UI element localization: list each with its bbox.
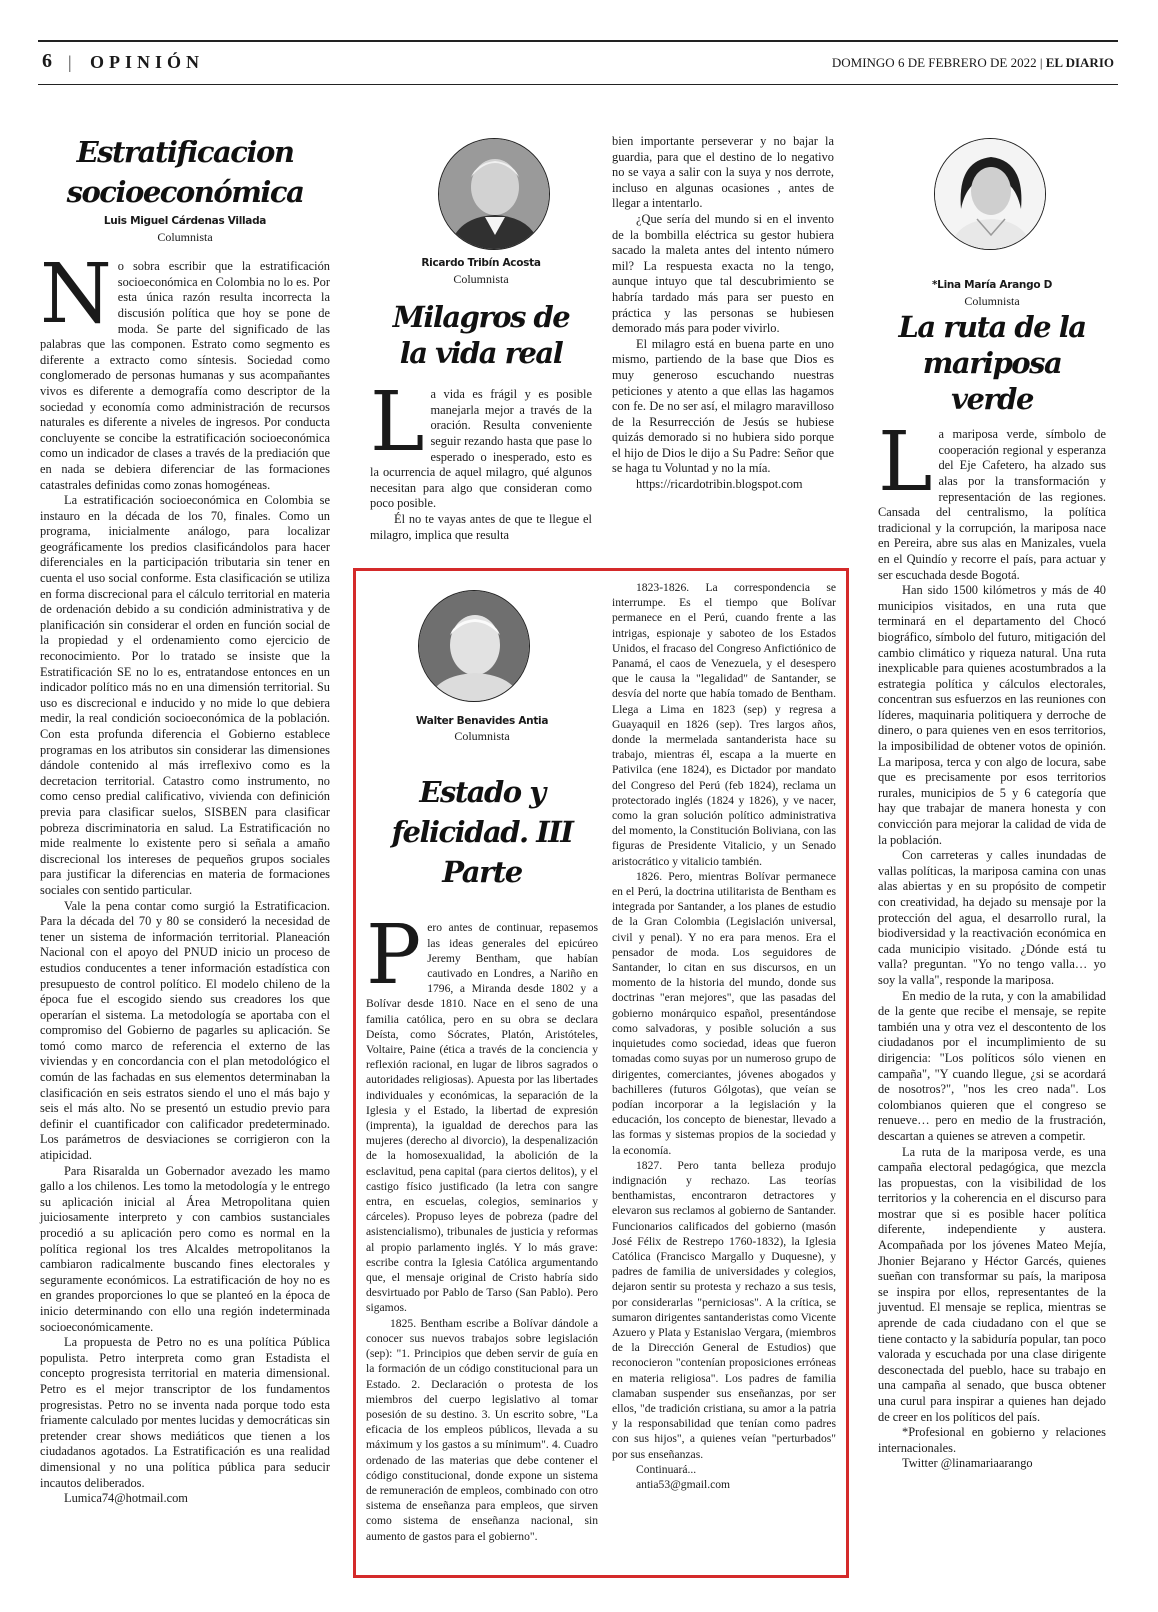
author-role: Columnista (964, 293, 1020, 308)
article-title: La ruta de la mariposa verde (898, 310, 1086, 417)
drop-cap: L (878, 415, 933, 511)
blog-link[interactable]: https://ricardotribin.blogspot.com (636, 477, 803, 492)
article-paragraph: Para Risaralda un Gobernador avezado les mamo gallo a los chilenos. Les tomo la metodología y le entrego su aplicación inicial al Área Metropolitana quien juiciosamente interpreto y con cambios sustanciales procedió a su aplicación pero como es normal en la política regional los tres Alcaldes metropolitanos la cambiaron radicalmente buscando fines electorales y seguramente económicos. La estratificación de hoy no es en grandes proporciones lo que se planteó en la época de inicio determinando con ello una región indeterminada socioeconómicamente. (40, 1163, 330, 1334)
man-portrait-icon (438, 138, 550, 250)
article-paragraph: 1827. Pero tanta belleza produjo indignación y rechazo. Las teorías benthamistas, encontraron detractores y elevaron sus reclamos al gobierno de Santander. Funcionarios calificados del gobierno (masón José Félix de Restrepo 1760-1832), la Iglesia Católica (Francisco Margallo y Duquesne), y padres de familia de universidades y colegios, dejaron sentir su protesta y rechazo a sus tesis, por considerarlas "perniciosas". A la crítica, se sumaron dirigentes santanderistas como Vicente Azuero y Plata y Estanislao Vergara, (miembros de la Dirección General de Estudios) que reconocieron "contenían proposiciones erróneas en materia religiosa". Los padres de familia clamaban suspender sus enseñanzas, por ser ellos, "de tradición cristiana, su amor a la patria y la responsabilidad que tenían como padres con sus hijos", a quienes veían "perturbados" por sus enseñanzas. (612, 1158, 836, 1461)
man-portrait-icon (418, 590, 530, 702)
article-paragraph: Él no te vayas antes de que te llegue el milagro, implica que resulta (370, 511, 592, 542)
article-paragraph: Vale la pena contar como surgió la Estratificacion. Para la década del 70 y 80 se consideró la necesidad de tener un sistema de información territorial. Planeación Nacional con el apoyo del PNUD inicio un proceso de estudios conducentes a tener información estadística con presupuesto de control político. El modelo chileno de la época fue el escogido siendo sus creadores los que operarían el sistema. La metodología se aportaba con el compromiso del Gobierno de pagarles su aplicación. Se tomó como marco de referencia el externo de las viviendas y en concordancia con el plan metodológico el común de las fachadas en sus elementos determinaban la clasificación en seis estratos siendo el uno el más bajo y seis el más alto. No se presentó un estudio previo para definir el cuantificador con calificador predeterminado. Los parámetros de desviaciones se corrigieron con la atipicidad. (40, 898, 330, 1163)
author-bio: *Profesional en gobierno y relaciones internacionales. (878, 1425, 1106, 1455)
author-role: Columnista (454, 729, 510, 744)
author-role: Columnista (453, 271, 509, 286)
date-text: DOMINGO 6 DE FEBRERO DE 2022 | (831, 55, 1043, 70)
author-name: Walter Benavides Antia (415, 715, 549, 727)
author-email: antia53@gmail.com (636, 1477, 731, 1491)
drop-cap: L (370, 375, 425, 471)
article-paragraph: La mariposa verde, símbolo de cooperación regional y esperanza del Eje Cafetero, ha alzado sus alas por la transformación y representación de las regiones. Cansada del centralismo, la política tradicional y la corrupción, la mariposa nace en Pereira, abre sus alas en Manizales, vuela en el Quindío y recorre el país, para actuar y ser escuchada desde Bogotá. (878, 415, 1106, 582)
article-milagros-continued (612, 134, 834, 493)
article-estratificacion (40, 132, 330, 1507)
author-name: Luis Miguel Cárdenas Villada (103, 215, 267, 227)
author-role: Columnista (157, 229, 213, 244)
author-email: Lumica74@hotmail.com (64, 1491, 188, 1506)
article-paragraph: La vida es frágil y es posible manejarla mejor a través de la oración. Resulta conveniente seguir rezando hasta que pase lo esperado o inesperado, esto es la ocurrencia de aquel milagro, qué algunos necesitan para algo que consideran como poco posible. (370, 375, 592, 511)
article-paragraph: La estratificación socioeconómica en Colombia se instauro en la década de los 70, finales. Como un programa, inicialmente análogo, para localizar geográficamente los predios clasificándolos para hacer diferenciales en la participación tributaria sin tener en cuenta el uso social conforme. Esta clasificación se utiliza en forma discrecional para el cálculo territorial en materia de ordenación debido a su condición administrativa y de planificación sin considerar el orden en función social de la propiedad y el ordenamiento como ejercicio de reconocimiento. Por lo tratado se insiste que la Estratificación SE no lo es, entratandose entonces en un indicador político más no en una dimensión territorial. Su uso es discrecional e inducido y no mide lo que debiera medir, la real condición socioeconómica de la población. Con esta profunda diferencia el Gobierno establece programas en los atributos sin considerar las dimensiones dándole contenido al más irreflexivo como es la decretacion territorial. Catastro como instrumento, no como censo predial calificativo, vivienda con definición previa para clasificar suelos, SISBEN para clasificar pobreza discriminatoria en salud. La Estratificación no mide realmente lo existente pero si señala a amaño discrecional los intereses de pequeños grupos sociales para justificar la diferencias en materia de formaciones sociales con sentido particular. (40, 493, 330, 897)
article-paragraph: Con carreteras y calles inundadas de vallas políticas, la mariposa camina con unas alas abiertas y en su propósito de competir con creatividad, ha dejado su mensaje por la protección del agua, el desarrollo rural, la biodiversidad y la reactivación económica en cada municipio visitado. ¿Dónde está tu valla? preguntan. "Yo no tengo valla… yo soy la valla", responde la mariposa. (878, 848, 1106, 987)
page-header (38, 50, 1118, 80)
dateline (832, 55, 1114, 71)
author-name: *Lina María Arango D (931, 279, 1052, 291)
article-title: Estratificacion socioeconómica (66, 135, 304, 209)
article-paragraph: En medio de la ruta, y con la amabilidad de la gente que recibe el mensaje, se repite también una y otra vez el descontento de los ciudadanos por el incumplimiento de su dirigencia: "Los políticos sólo vienen en campaña", "Y cuando llegue, ¿si se acordará de nosotros?", "nos les creo nada". Los colombianos quieren que el congreso se renueve… pero en medio de la frustración, descartan a quienes se atreven a competir. (878, 988, 1106, 1143)
drop-cap: P (366, 908, 422, 1004)
article-mariposa (878, 278, 1106, 1472)
article-title: Milagros de la vida real (392, 300, 570, 371)
continued-note: Continuará... (636, 1462, 697, 1476)
article-paragraph: La propuesta de Petro no es una política Pública populista. Petro interpreta como gran Estadista el concepto progresista territorial en materia dimensional. Petro es el mejor transcriptor de los fundamentos progresistas. Petro no se inventa nada porque todo esta friamente calculado por mentes lucidas y democráticas sin pretender crear shows mediáticos que tienen a los ciudadanos agotados. La Estratificación es una realidad dimensional y no una política pública para seducir incautos deliberados. (40, 1335, 330, 1490)
article-estado-felicidad (366, 714, 598, 1544)
header-separator: | (68, 52, 72, 72)
article-paragraph: El milagro está en buena parte en uno mismo, partiendo de la base que Dios es muy generoso escuchando nuestras peticiones y atento a que ellas las hagamos con fe. De no ser así, el milagro maravilloso de la Resurrección de Jesús se hubiese quizás demorado si no hubiera sido porque el hijo de Dios le dijo a Su Padre: Señor que se haga tu Voluntad y no la mía. (612, 336, 834, 476)
author-twitter[interactable]: Twitter @linamariaarango (902, 1456, 1033, 1471)
article-paragraph: 1823-1826. La correspondencia se interrumpe. Es el tiempo que Bolívar permanece en el Perú, cuando frente a las intrigas, espionaje y saboteo de los Estados Unidos, el fracaso del Congreso Anfictiónico de Panamá, el caos de Venezuela, y el desespero que le causa la "legalidad" de Santander, se desvía del norte que había tomado de Bentham. Llega a Lima en 1823 (sep) y regresa a Guayaquil en 1826 (sep). Tres largos años, donde la mermelada santanderista hace su trabajo, mientras él, escapa a la muerte en Pativilca (ene 1824), es Dictador por mandato del Congreso del Perú (feb 1824), reclama un protectorado inglés (1824 y 1826), y ve nacer, como la gran solución político administrativa del momento, la Constitución Boliviana, con las figuras de Presidente Vitalicio, y un Senado aristocrático y vitalicio también. (612, 581, 836, 868)
article-paragraph: Pero antes de continuar, repasemos las ideas generales del epicúreo Jeremy Bentham, que habían cautivado en Londres, a Nariño en 1796, a Miranda desde 1802 y a Bolívar desde 1810. Nace en el seno de una familia católica, pero en su obra se declara Deísta, como Sócrates, Platón, Aristóteles, Voltaire, Paine (ética a través de la conciencia y reflexión racional, en lugar de libros sagrados o autoridades religiosas). Apuesta por las libertades individuales y económicas, la separación de la Iglesia y el Estado, la libertad de expresión (imprenta), la igualdad de derechos para las mujeres (derecho al divorcio), la despenalización de la homosexualidad, la abolición de la esclavitud, pena capital (para ciertos delitos), y el castigo físico justificado (la letra con sangre entra, en escuelas, colegios, seminarios y cárceles). Propuso leyes de pobreza (padre del asistencialismo), tribunales de justicia y reformas al propio parlamento inglés. Y lo más grave: escribe contra la Iglesia Católica argumentando que, el mensaje original de Cristo habría sido desvirtuado por Pablo de Tarso (San Pablo). Pero sigamos. (366, 908, 598, 1315)
article-paragraph: No sobra escribir que la estratificación socioeconómica en Colombia no lo es. Por esta única razón resulta incorrecta la discusión política que hoy se pone de moda. Se parte del significado de las palabras que las componen. Estrato como segmento es diferente a extracto como síntesis. Sociedad como conglomerado de personas humanas y sus acompañantes vivos es diferente a demografía como descriptor de la sociedad y economía como administración de recursos naturales es diferente a niveles de ingresos. Por conducta concluyente se concibe la estratificación socioeconómica como un indicador de clases a través de la prediación que en nada se debiera diferenciar de las formaciones catastrales definidas como zonas homogéneas. (40, 247, 330, 492)
article-paragraph: bien importante perseverar y no bajar la guardia, para que el destino de lo negativo no se vaya a salir con la suya y nos derrote, incluso en algunas ocasiones , antes de llegar a intentarlo. (612, 134, 834, 211)
article-paragraph: Han sido 1500 kilómetros y más de 40 municipios visitados, en una ruta que terminará en el departamento del Chocó biográfico, símbolo del futuro, mitigación del cambio climático y riqueza natural. Una ruta inexplicable para quienes acostumbrados a la estrategia política y cálculos electorales, concentran sus esfuerzos en las reuniones con líderes, maquinaria politiquera y derroche de dinero, o para quienes ven en esos territorios, la imposibilidad de obtener votos de opinión. La mariposa, terca y con algo de locura, sabe que es precisamente por esos territorios rurales, municipios de 5 y 6 categoría que hay que trabajar de manera honesta y con convicción para mejorar la calidad de vida de la población. (878, 583, 1106, 847)
paper-name: EL DIARIO (1045, 55, 1114, 70)
drop-cap: N (40, 247, 112, 343)
page-number: 6 (42, 50, 52, 72)
article-paragraph: La ruta de la mariposa verde, es una campaña electoral pedagógica, que mezcla las propuestas, con la visibilidad de los territorios y la coherencia en el discurso para mostrar que si es posible hacer política diferente, independiente y austera. Acompañada por los jóvenes Mateo Mejía, Jhonier Bejarano y Héctor Garcés, quienes sueñan con transformar su país, la mariposa se inspira por ellos, representantes de la juventud. El mensaje se replica, mientras se aprende de cada ciudadano con el que se tiene contacto y la sabiduría popular, tan poco valorada y escuchada por una clase dirigente desconectada del pueblo, hace su trabajo en una campaña al senado, que busca obtener una curul para inspirar a quienes han dejado de creer en los políticos del país. (878, 1144, 1106, 1424)
author-name: Ricardo Tribín Acosta (421, 257, 541, 269)
article-estado-felicidad-continued (612, 580, 836, 1492)
header-rule (38, 84, 1118, 85)
article-paragraph: 1826. Pero, mientras Bolívar permanece en el Perú, la doctrina utilitarista de Bentham es integrada por Santander, a los planes de estudio de la Gran Colombia (Legislación universal, civil y penal). Y no era para menos. Era el pensador de moda. Los seguidores de Santander, lo citan en sus discursos, en un momento de la historia del mundo, donde sus doctrinas "eran mejores", que las pasadas del gobierno monárquico español, presentándose como salvadoras, y posible solución a sus inquietudes como sociedad, ideas que fueron tomadas como suyas por un numeroso grupo de dirigentes, comerciantes, jóvenes abogados y bachilleres (futuros Gólgotas), que veían se podían incorporar a la legislación y la educación, los concepto de bienestar, llevado a las formas y sistemas propios de la sociedad y la economía. (612, 869, 836, 1157)
article-milagros (370, 256, 592, 543)
article-paragraph: 1825. Bentham escribe a Bolívar dándole a conocer sus nuevos trabajos sobre legislación (sep): "1. Principios que deben servir de guía en la formación de un código constitucional para un Estado. 2. Declaración o protesta de los miembros del cuerpo legislativo al tomar posesión de su destino. 3. Un escrito sobre, "La eficacia de los empleos públicos, llevada a su máximum y los gastos a su mínimum". 4. Cuadro ordenado de las materias que debe contener el código constitucional, donde expone un sistema de remuneración de empleos, combinado con otro sistema de enseñanza para empleos, que sirven como sistema de enseñanza nacional, sin aumento de gastos para el gobierno". (366, 1316, 598, 1543)
article-paragraph: ¿Que sería del mundo si en el invento de la bombilla eléctrica su gestor hubiera sacado la maleta antes del intento número mil? La respuesta exacta no la tengo, aunque intuyo que tal descubrimiento se habría tardado más para ser puesto en práctica y las personas se hubiesen demorado más para poder vivirlo. (612, 211, 834, 336)
section-name: OPINIÓN (90, 52, 205, 72)
top-rule (38, 40, 1118, 42)
woman-portrait-icon (934, 138, 1046, 250)
article-title: Estado y felicidad. III Parte (391, 775, 573, 890)
